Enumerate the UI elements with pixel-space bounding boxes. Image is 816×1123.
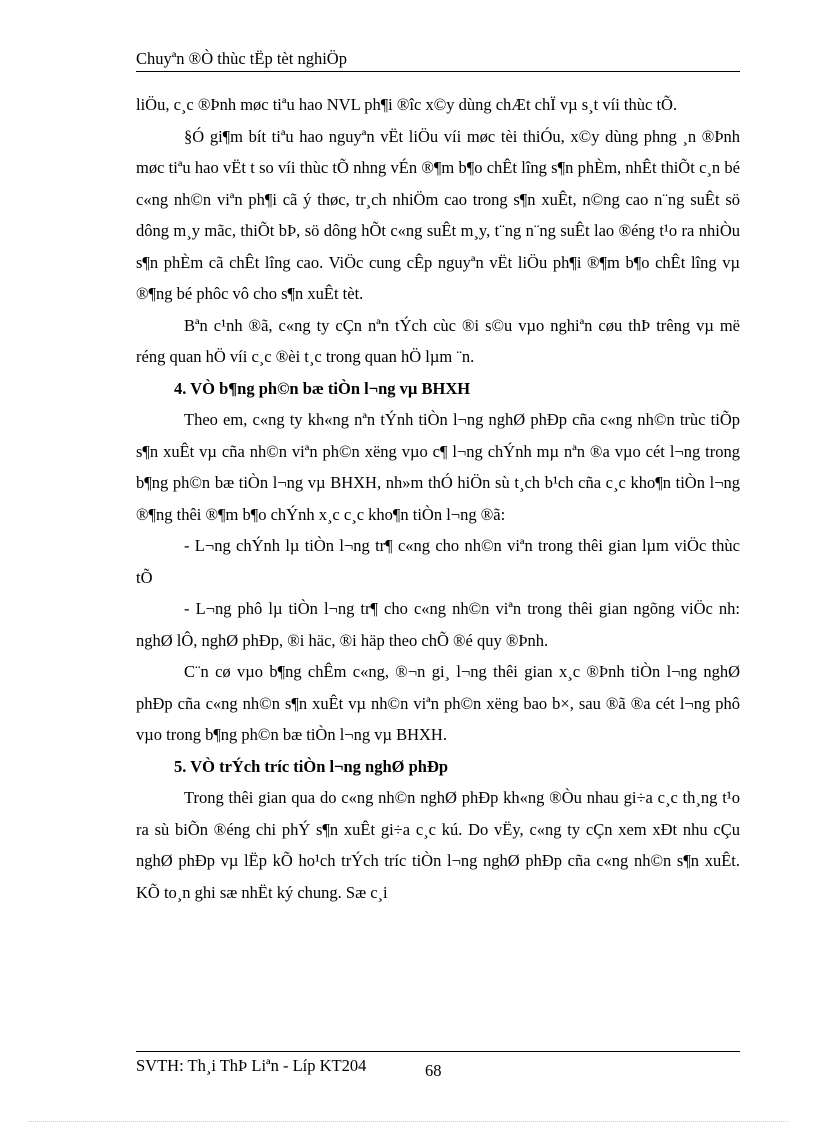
paragraph-market-research: Bªn c¹nh ®ã, c«ng ty cÇn nªn tÝch cùc ®i s©u vµo nghiªn cøu thÞ trêng vµ më réng quan hÖ víi c¸c ®èi t¸c trong quan hÖ lµm ¨n. [136,315,740,366]
section-heading-4: 4. VÒ b¶ng ph©n bæ tiÒn l¬ng vµ BHXH [174,378,471,398]
document-body [136,89,740,908]
list-item-extra-salary: - L¬ng phô lµ tiÒn l¬ng tr¶ cho c«ng nh©n viªn trong thêi gian ngõng viÖc nh: nghØ lÔ, nghØ phÐp, ®i häc, ®i häp theo chÕ ®é quy ®Þnh. [136,599,740,650]
page-edge-divider [28,1121,788,1122]
paragraph-leave-provision: Trong thêi gian qua do c«ng nh©n nghØ phÐp kh«ng ®Òu nhau gi÷a c¸c th¸ng t¹o ra sù biÕn ®éng chi phÝ s¶n xuÊt gi÷a c¸c kú. Do vËy, c«ng ty cÇn xem xÐt nhu cÇu nghØ phÐp vµ lËp kÕ ho¹ch trÝch tríc tiÒn l¬ng nghØ phÐp cña c«ng nh©n s¶n xuÊt. KÕ to¸n ghi sæ nhËt ký chung. Sæ c¸i [136,788,740,902]
footer-author: SVTH: Th¸i ThÞ Liªn - Líp KT204 [136,1056,367,1075]
paragraph-timesheet: C¨n cø vµo b¶ng chÊm c«ng, ®¬n gi¸ l¬ng thêi gian x¸c ®Þnh tiÒn l¬ng nghØ phÐp cña c«ng nh©n s¶n xuÊt vµ nh©n viªn ph©n xëng bao b×, sau ®ã ®a cét l¬ng phô vµo trong b¶ng ph©n bæ tiÒn l¬ng vµ BHXH. [136,662,740,744]
paragraph-salary-allocation: Theo em, c«ng ty kh«ng nªn tÝnh tiÒn l¬ng nghØ phÐp cña c«ng nh©n trùc tiÕp s¶n xuÊt vµ cña nh©n viªn ph©n xëng vµo c¶ l¬ng chÝnh mµ nªn ®a vµo cét l¬ng trong b¶ng ph©n bæ tiÒn l¬ng vµ BHXH, nh»m thÓ hiÖn sù t¸ch b¹ch cña c¸c kho¶n tiÒn l¬ng ®¶ng thêi ®¶m b¶o chÝnh x¸c c¸c kho¶n tiÒn l¬ng ®ã: [136,410,740,524]
footer-divider [136,1051,740,1052]
paragraph-material-cost: §Ó gi¶m bít tiªu hao nguyªn vËt liÖu víi møc tèi thiÓu, x©y dùng phng ¸n ®Þnh møc tiªu hao vËt t so víi thùc tÕ nhng vÉn ®¶m b¶o chÊt lîng s¶n phÈm, nhÊt thiÕt c¸n bé c«ng nh©n viªn ph¶i cã ý thøc, tr¸ch nhiÖm cao trong s¶n xuÊt, n©ng cao n¨ng suÊt sö dông m¸y mãc, thiÕt bÞ, sö dông hÕt c«ng suÊt m¸y, t¨ng n¨ng suÊt lao ®éng t¹o ra nhiÒu s¶n phÈm cã chÊt lîng cao. ViÖc cung cÊp nguyªn vËt liÖu ph¶i ®¶m b¶o chÊt lîng vµ ®¶ng bé phôc vô cho s¶n xuÊt tèt. [136,126,740,303]
section-heading-5: 5. VÒ trÝch tríc tiÒn l¬ng nghØ phÐp [174,756,449,776]
page-header-title: Chuyªn ®Ò thùc tËp tèt nghiÖp [136,49,347,68]
paragraph-continuation: liÖu, c¸c ®Þnh møc tiªu hao NVL ph¶i ®îc x©y dùng chÆt chÏ vµ s¸t víi thùc tÕ. [136,95,678,114]
header-divider [136,71,740,72]
page-number: 68 [425,1061,442,1080]
list-item-main-salary: - L¬ng chÝnh lµ tiÒn l¬ng tr¶ c«ng cho nh©n viªn trong thêi gian lµm viÖc thùc tÕ [136,536,740,587]
